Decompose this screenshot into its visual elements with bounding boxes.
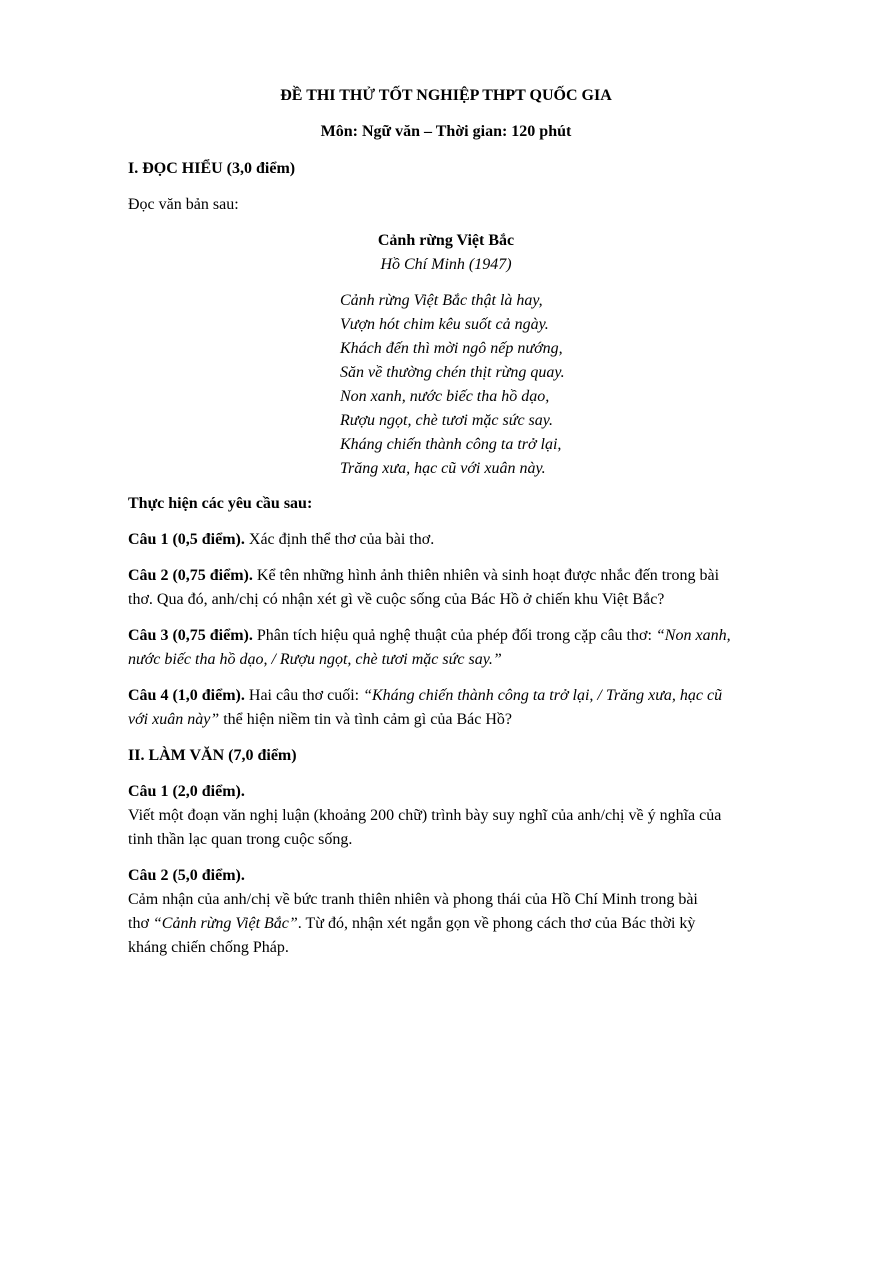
exam-title: ĐỀ THI THỬ TỐT NGHIỆP THPT QUỐC GIA [280, 87, 612, 104]
reading-instruction: Đọc văn bản sau: [128, 196, 239, 213]
question-2 [128, 564, 808, 612]
poem-author: Hồ Chí Minh (1947) [380, 256, 512, 273]
poem-line: Khách đến thì mời ngô nếp nướng, [340, 340, 563, 357]
question-label: Câu 3 (0,75 điểm). [128, 627, 253, 644]
poem-title: Cảnh rừng Việt Bắc [377, 232, 515, 249]
poem-line: Trăng xưa, hạc cũ với xuân này. [340, 460, 546, 477]
question-3 [128, 624, 808, 672]
question-label: Câu 1 (0,5 điểm). [128, 531, 245, 548]
question-text: tinh thần lạc quan trong cuộc sống. [128, 831, 353, 848]
question-text: . Từ đó, nhận xét ngắn gọn về phong cách thơ của Bác thời kỳ [297, 915, 696, 932]
poem-line: Săn về thường chén thịt rừng quay. [340, 364, 565, 381]
question-text: thơ [128, 915, 153, 932]
question-4 [128, 684, 808, 732]
question-text: thơ. Qua đó, anh/chị có nhận xét gì về cuộc sống của Bác Hồ ở chiến khu Việt Bắc? [128, 591, 665, 608]
question-label: Câu 2 (5,0 điểm). [128, 867, 245, 884]
exam-subtitle: Môn: Ngữ văn – Thời gian: 120 phút [320, 123, 572, 140]
poem-line: Kháng chiến thành công ta trở lại, [340, 436, 562, 453]
essay-question-1 [128, 780, 808, 852]
poem-title-quote: “Cảnh rừng Việt Bắc” [152, 915, 298, 932]
question-text: thể hiện niềm tin và tình cảm gì của Bác Hồ? [219, 711, 512, 728]
section-1-heading: I. ĐỌC HIỂU (3,0 điểm) [128, 160, 296, 177]
question-label: Câu 1 (2,0 điểm). [128, 783, 245, 800]
poem-line: Rượu ngọt, chè tươi mặc sức say. [340, 412, 553, 429]
poem-line: Non xanh, nước biếc tha hồ dạo, [340, 388, 550, 405]
question-text: Kể tên những hình ảnh thiên nhiên và sinh hoạt được nhắc đến trong bài [252, 567, 720, 584]
question-text: kháng chiến chống Pháp. [128, 939, 289, 956]
question-text: Xác định thể thơ của bài thơ. [244, 531, 435, 548]
poem-body [340, 289, 760, 481]
question-text: Viết một đoạn văn nghị luận (khoảng 200 chữ) trình bày suy nghĩ của anh/chị về ý nghĩa của [128, 807, 722, 824]
poem-quote: “Kháng chiến thành công ta trở lại, / Trăng xưa, hạc cũ [363, 687, 723, 704]
poem-line: Cảnh rừng Việt Bắc thật là hay, [340, 292, 543, 309]
question-text: Phân tích hiệu quả nghệ thuật của phép đối trong cặp câu thơ: [252, 627, 656, 644]
poem-quote: với xuân này” [128, 711, 220, 728]
requirements-heading: Thực hiện các yêu cầu sau: [128, 495, 313, 512]
question-text: Cảm nhận của anh/chị về bức tranh thiên nhiên và phong thái của Hồ Chí Minh trong bài [128, 891, 698, 908]
poem-quote: nước biếc tha hồ dạo, / Rượu ngọt, chè tươi mặc sức say.” [128, 651, 502, 668]
poem-line: Vượn hót chim kêu suốt cả ngày. [340, 316, 549, 333]
question-label: Câu 4 (1,0 điểm). [128, 687, 245, 704]
section-2-heading: II. LÀM VĂN (7,0 điểm) [128, 747, 297, 764]
poem-quote: “Non xanh, [655, 627, 731, 644]
question-text: Hai câu thơ cuối: [244, 687, 364, 704]
essay-question-2 [128, 864, 808, 960]
question-label: Câu 2 (0,75 điểm). [128, 567, 253, 584]
question-1 [128, 528, 808, 552]
